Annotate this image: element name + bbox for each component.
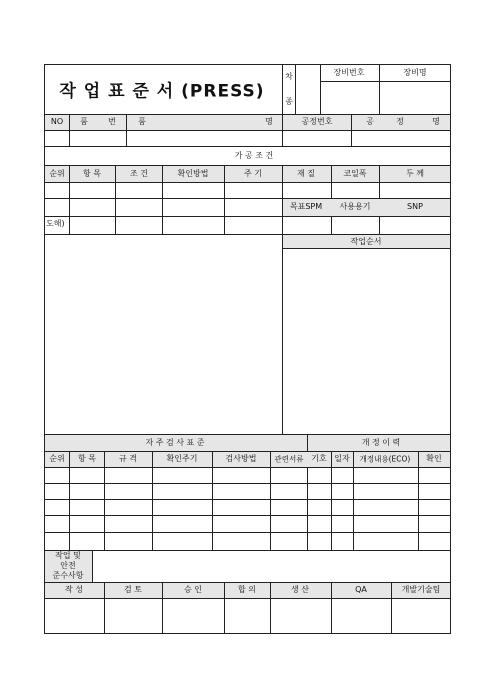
container-label: 사용용기: [339, 202, 371, 211]
rev-col-content: 개정내용(ECO): [359, 454, 411, 464]
insp-col-spec: 규 격: [119, 454, 137, 463]
process-name-header-2: 정: [396, 117, 404, 126]
safety-label-1: 작업 및: [55, 551, 81, 560]
approval-qa: QA: [355, 585, 367, 594]
proc-col-condition: 조 건: [130, 169, 148, 178]
process-no-header: 공정번호: [301, 117, 333, 126]
process-name-header-3: 명: [432, 117, 440, 126]
approval-production: 생 산: [291, 585, 309, 594]
approval-dev-tech: 개발기술팀: [401, 585, 441, 594]
proc-col-coil-width: 코일폭: [343, 169, 367, 178]
approval-review: 검 토: [124, 585, 142, 594]
document-title: 작 업 표 준 서 (PRESS): [59, 81, 265, 102]
insp-col-seq: 순위: [49, 454, 65, 463]
vehicle-label-top: 차: [285, 72, 293, 81]
inspection-section-title: 자 주 검 사 표 준: [145, 438, 205, 447]
part-no-header-2: 번: [108, 117, 116, 126]
work-standard-form: [44, 64, 451, 634]
drawing-label: 도해): [46, 219, 65, 228]
equipment-number-header: 장비번호: [333, 68, 365, 77]
snp-label: SNP: [407, 202, 423, 211]
equipment-name-header: 장비명: [403, 68, 427, 77]
insp-col-docs: 관련서류: [274, 454, 304, 464]
vehicle-label-bottom: 종: [285, 97, 293, 106]
proc-col-cycle: 주 기: [244, 169, 262, 178]
rev-col-confirm: 확인: [426, 454, 442, 463]
insp-col-item: 항 목: [78, 454, 96, 463]
rev-col-date: 일자: [334, 454, 350, 463]
insp-col-method: 검사방법: [225, 454, 257, 463]
approval-agree: 합 의: [238, 585, 256, 594]
form-border: [44, 64, 451, 634]
proc-col-check-method: 확인방법: [177, 169, 209, 178]
target-spm-label: 목표SPM: [289, 202, 323, 211]
approval-write: 작 성: [65, 585, 83, 594]
proc-col-seq: 순위: [49, 169, 65, 178]
safety-label-3: 준수사항: [52, 571, 84, 580]
proc-col-item: 항 목: [83, 169, 101, 178]
approval-approve: 승 인: [184, 585, 202, 594]
part-name-header-1: 품: [138, 117, 146, 126]
no-header: NO: [50, 117, 64, 126]
revision-section-title: 개 정 이 력: [361, 438, 401, 447]
rev-col-symbol: 기호: [311, 454, 327, 463]
insp-col-check-cycle: 확인주기: [166, 454, 198, 463]
work-order-header: 작업순서: [350, 237, 382, 246]
proc-col-thickness: 두 께: [406, 169, 424, 178]
part-no-header-1: 품: [80, 117, 88, 126]
part-name-header-2: 명: [265, 117, 273, 126]
safety-label-2: 안전: [60, 561, 76, 570]
processing-section-title: 가 공 조 건: [234, 151, 274, 160]
process-name-header-1: 공: [366, 117, 374, 126]
proc-col-material: 재 질: [297, 169, 315, 178]
